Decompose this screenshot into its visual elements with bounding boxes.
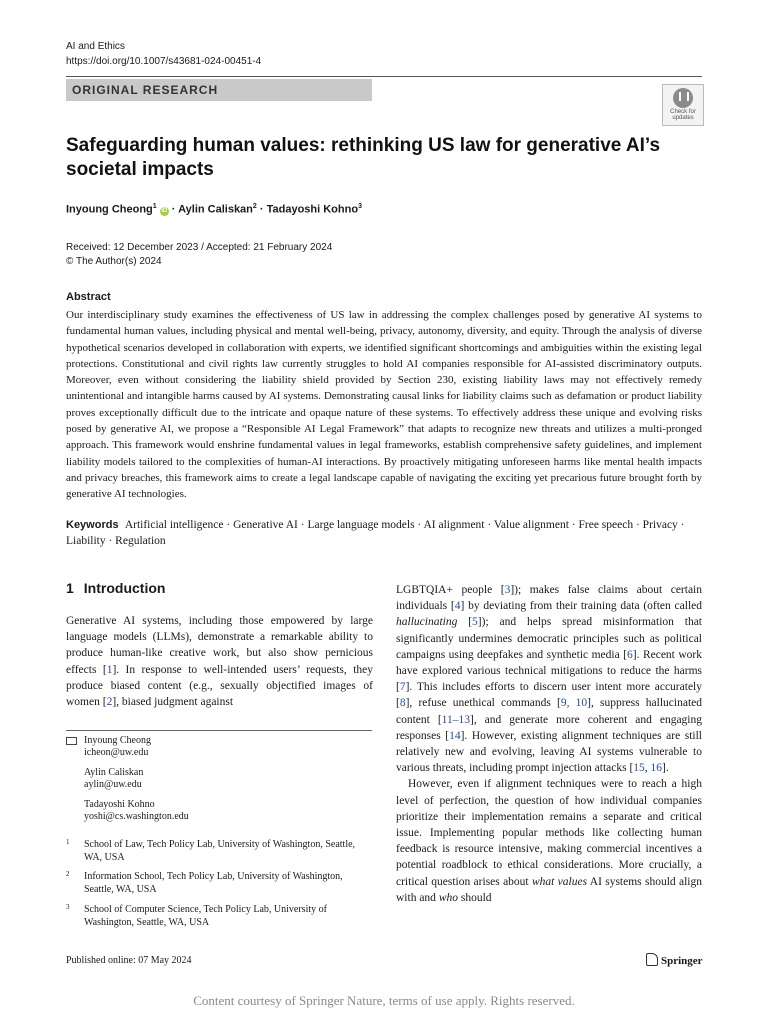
emphasis-text: what values bbox=[531, 875, 588, 888]
emphasis-text: hallucinating bbox=[396, 616, 458, 629]
body-text: However, even if alignment techniques were to reach a high level of perfection, the question of how individual companies prioritize their implementation remains a separate and critical issue. Implementing popular methods like collecting human feedback is resource intensive, making commercial incentives a potential roadblock to ethical considerations. More crucially, a critical question arises about bbox=[396, 778, 702, 888]
citation-link[interactable]: 8 bbox=[399, 697, 406, 710]
emphasis-text: who bbox=[438, 891, 458, 904]
publisher-logo bbox=[646, 953, 703, 967]
doi-link[interactable]: https://doi.org/10.1007/s43681-024-00451-4 bbox=[66, 56, 262, 67]
intro-column-left bbox=[66, 613, 373, 710]
section-title: Introduction bbox=[83, 580, 166, 596]
contact-name: Inyoung Cheong bbox=[84, 735, 151, 746]
body-text: AI systems should align with and bbox=[396, 875, 702, 904]
author-name[interactable]: Tadayoshi Kohno bbox=[266, 203, 359, 216]
body-text: ]); and helps spread misinformation that significantly undermines democratic principles such as political campaigns using deepfakes and synthetic media [ bbox=[396, 616, 702, 661]
body-text: ]. This includes efforts to discern user intent more accurately [ bbox=[396, 681, 702, 710]
citation-link[interactable]: 2 bbox=[106, 696, 113, 709]
body-text: ]. However, existing alignment techniques are still relatively new and evolving, leaving AI systems vulnerable to various threats, including prompt injection attacks [ bbox=[396, 729, 702, 775]
publisher-name: Springer bbox=[661, 955, 703, 967]
keywords-text: Artificial intelligence · Generative AI · Large language models · AI alignment · Value alignment · Free speech · Privacy · Liability · Regulation bbox=[66, 519, 685, 547]
journal-name: AI and Ethics bbox=[66, 41, 125, 52]
citation-link[interactable]: 14 bbox=[449, 729, 461, 742]
contact-email[interactable]: aylin@uw.edu bbox=[84, 779, 142, 790]
author-name[interactable]: Aylin Caliskan bbox=[178, 203, 253, 216]
author-affil-sup: 2 bbox=[252, 203, 257, 210]
body-text: ], biased judgment against bbox=[112, 696, 234, 709]
intro-paragraph bbox=[396, 584, 702, 774]
section-label: ORIGINAL RESEARCH bbox=[72, 83, 219, 97]
citation-link[interactable]: 16 bbox=[650, 762, 663, 775]
citation-link[interactable]: 5 bbox=[472, 616, 478, 629]
affiliation-number: 2 bbox=[66, 870, 70, 878]
body-text: ], suppress hallucinated content [ bbox=[396, 697, 702, 726]
section-number: 1 bbox=[66, 580, 74, 596]
citation-link[interactable]: 3 bbox=[504, 584, 511, 596]
affiliation-text: Information School, Tech Policy Lab, University of Washington, Seattle, WA, USA bbox=[84, 871, 343, 895]
body-text: ]); makes false claims about certain individuals [ bbox=[396, 584, 703, 613]
body-text: ] by deviating from their training data (often called bbox=[460, 600, 702, 613]
article-title: Safeguarding human values: rethinking US law for generative AI’s societal impacts bbox=[66, 135, 661, 180]
section-heading bbox=[66, 580, 165, 596]
bookmark-icon bbox=[673, 88, 693, 108]
check-for-updates-badge[interactable] bbox=[662, 84, 704, 126]
body-text: [ bbox=[457, 616, 473, 629]
body-text: Generative AI systems, including those empowered by large language models (LLMs), demonstrate a remarkable ability to produce human-like creative work, but also show pernicious effects [ bbox=[66, 615, 373, 676]
keywords bbox=[66, 517, 702, 549]
citation-link[interactable]: 6 bbox=[627, 648, 633, 661]
body-text: ]. In response to well-intended users’ requests, they produce biased content (e.g., sexually objectified images of women [ bbox=[66, 663, 374, 709]
body-text: ]. Recent work have explored various technical mitigations to reduce the harms [ bbox=[396, 648, 702, 694]
citation-link[interactable]: 1 bbox=[106, 663, 113, 676]
body-text: ]. bbox=[662, 762, 669, 775]
citation-link[interactable]: 15 bbox=[633, 762, 645, 775]
keywords-heading: Keywords bbox=[66, 519, 119, 531]
orcid-icon[interactable]: iD bbox=[161, 207, 168, 214]
affiliation-number: 1 bbox=[66, 838, 70, 846]
contact-email[interactable]: icheon@uw.edu bbox=[84, 747, 149, 758]
affiliation-text: School of Computer Science, Tech Policy Lab, University of Washington, Seattle, WA, USA bbox=[84, 904, 327, 928]
body-text: ], and generate more coherent and engaging responses [ bbox=[396, 713, 702, 742]
section-band bbox=[66, 79, 372, 101]
citation-link[interactable]: 9, 10 bbox=[560, 697, 588, 710]
badge-label: Check for updates bbox=[670, 109, 696, 121]
citation-link[interactable]: 7 bbox=[399, 681, 406, 694]
body-text: , bbox=[644, 762, 651, 775]
springer-horse-icon bbox=[646, 953, 658, 966]
header-rule bbox=[66, 76, 702, 77]
contact-email[interactable]: yoshi@cs.washington.edu bbox=[84, 811, 189, 822]
contact-name: Aylin Caliskan bbox=[84, 767, 144, 778]
intro-column-right bbox=[396, 582, 702, 906]
courtesy-notice: Content courtesy of Springer Nature, terms of use apply. Rights reserved. bbox=[193, 993, 575, 1008]
affiliation-number: 3 bbox=[66, 903, 70, 911]
body-text: ], refuse unethical commands [ bbox=[405, 697, 561, 710]
author-affil-sup: 3 bbox=[358, 203, 362, 210]
citation-link[interactable]: 4 bbox=[454, 600, 461, 613]
author-name[interactable]: Inyoung Cheong bbox=[66, 203, 153, 216]
abstract-text: Our interdisciplinary study examines the effectiveness of US law in addressing the complex challenges posed by generative AI systems to fundamental human values, including physical and mental well-being, privacy, autonomy, diversity, and equity. Through the analysis of diverse hypothetical scenarios developed in collaboration with experts, we identified significant shortcomings and ambiguities within the existing legal protections. Constitutional and civil rights law currently struggles to hold AI companies responsible for AI-assisted discriminatory outputs. Moreover, even without considering the liability shield provided by Section 230, existing liability laws may not effectively remedy unintentional and intangible harms caused by AI systems. Demonstrating causal links for liability claims such as defamation or product liability proves exceptionally difficult due to the intricate and opaque nature of these systems. To effectively address these unique and evolving risks posed by generative AI, we propose a “Responsible AI Legal Framework” that adapts to recognize new threats and utilizes a multi-pronged approach. This framework would enshrine fundamental values in legal frameworks, establish comprehensive safety guidelines, and implement liability models tailored to the complexities of human-AI interactions. By proactively mitigating unforeseen harms like mental health impacts and privacy breaches, this framework aims to create a legal landscape capable of navigating the exciting yet precarious future brought forth by generative AI technologies. bbox=[66, 309, 702, 501]
received-dates: Received: 12 December 2023 / Accepted: 21 February 2024 bbox=[66, 242, 333, 253]
copyright: © The Author(s) 2024 bbox=[66, 256, 162, 267]
intro-paragraph bbox=[396, 776, 702, 906]
abstract-heading: Abstract bbox=[66, 291, 111, 303]
affiliation-text: School of Law, Tech Policy Lab, University of Washington, Seattle, WA, USA bbox=[84, 839, 356, 863]
author-list: Inyoung Cheong$^1$ iD · Aylin Caliskan$^2$ · Tadayoshi Kohno$^3$ bbox=[66, 203, 362, 216]
citation-link[interactable]: 11–13 bbox=[441, 713, 470, 726]
body-text: LGBTQIA+ people [ bbox=[396, 584, 505, 596]
body-text: should bbox=[457, 891, 492, 904]
footnote-rule bbox=[66, 730, 372, 731]
envelope-icon bbox=[66, 737, 77, 745]
contact-name: Tadayoshi Kohno bbox=[84, 799, 155, 810]
author-affil-sup: 1 bbox=[152, 203, 157, 210]
published-date: Published online: 07 May 2024 bbox=[66, 955, 192, 966]
